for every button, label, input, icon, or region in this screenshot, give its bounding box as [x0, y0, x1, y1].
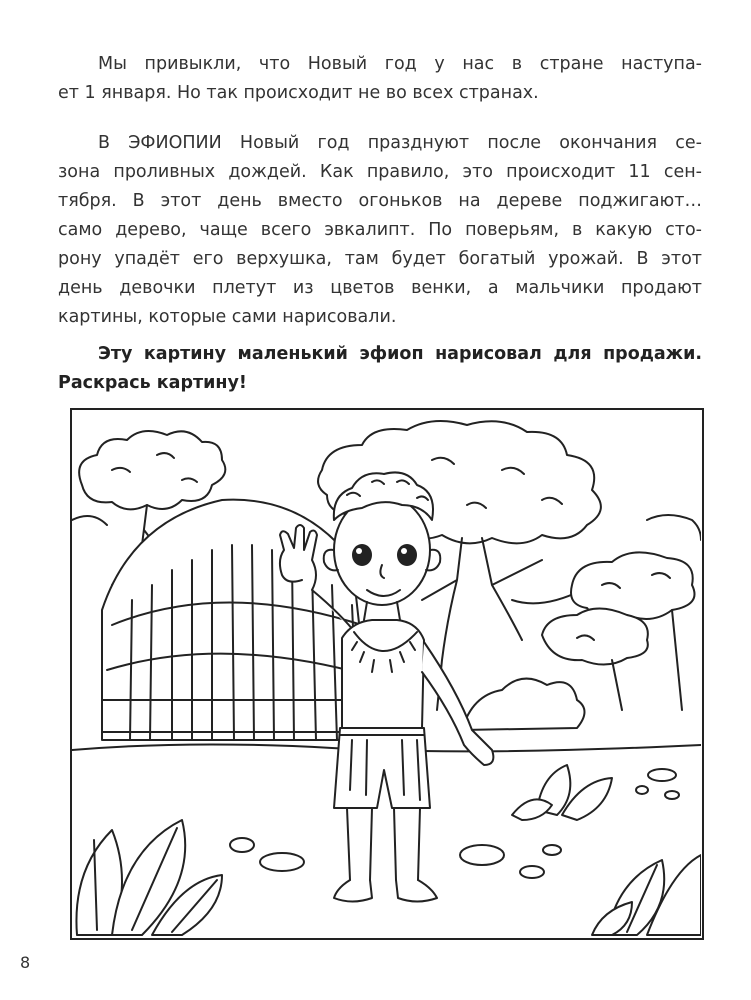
leaves-left — [76, 820, 222, 935]
text-line: В ЭФИОПИИ Новый год празднуют после окончания се- — [98, 133, 702, 153]
text-line: картины, которые сами нарисовали. — [58, 307, 397, 327]
text-line: ет 1 января. Но так происходит не во всех странах. — [58, 83, 539, 103]
coloring-illustration[interactable] — [70, 408, 704, 940]
far-right-trees — [542, 515, 701, 710]
text-line: тября. В этот день вместо огоньков на дереве поджигают… — [58, 191, 702, 211]
text-line: само дерево, чаще всего эвкалипт. По поверьям, в какую сто- — [58, 220, 702, 240]
coloring-task — [58, 340, 702, 398]
text-line: Мы привыкли, что Новый год у нас в стране наступа- — [98, 54, 702, 74]
bush — [462, 679, 585, 730]
text-line: рону упадёт его верхушка, там будет богатый урожай. В этот — [58, 249, 702, 269]
text-line: день девочки плетут из цветов венки, а мальчики продают — [58, 278, 702, 298]
text-line: зона проливных дождей. Как правило, это происходит 11 сен- — [58, 162, 702, 182]
ethiopia-paragraph — [58, 129, 702, 332]
leaves-right-middle — [512, 765, 612, 820]
task-line: Эту картину маленький эфиоп нарисовал для продажи. — [98, 344, 702, 364]
stones — [230, 769, 679, 878]
intro-paragraph — [58, 50, 702, 108]
leaves-right — [592, 855, 701, 935]
task-line: Раскрась картину! — [58, 373, 247, 393]
page-number: 8 — [20, 953, 31, 972]
